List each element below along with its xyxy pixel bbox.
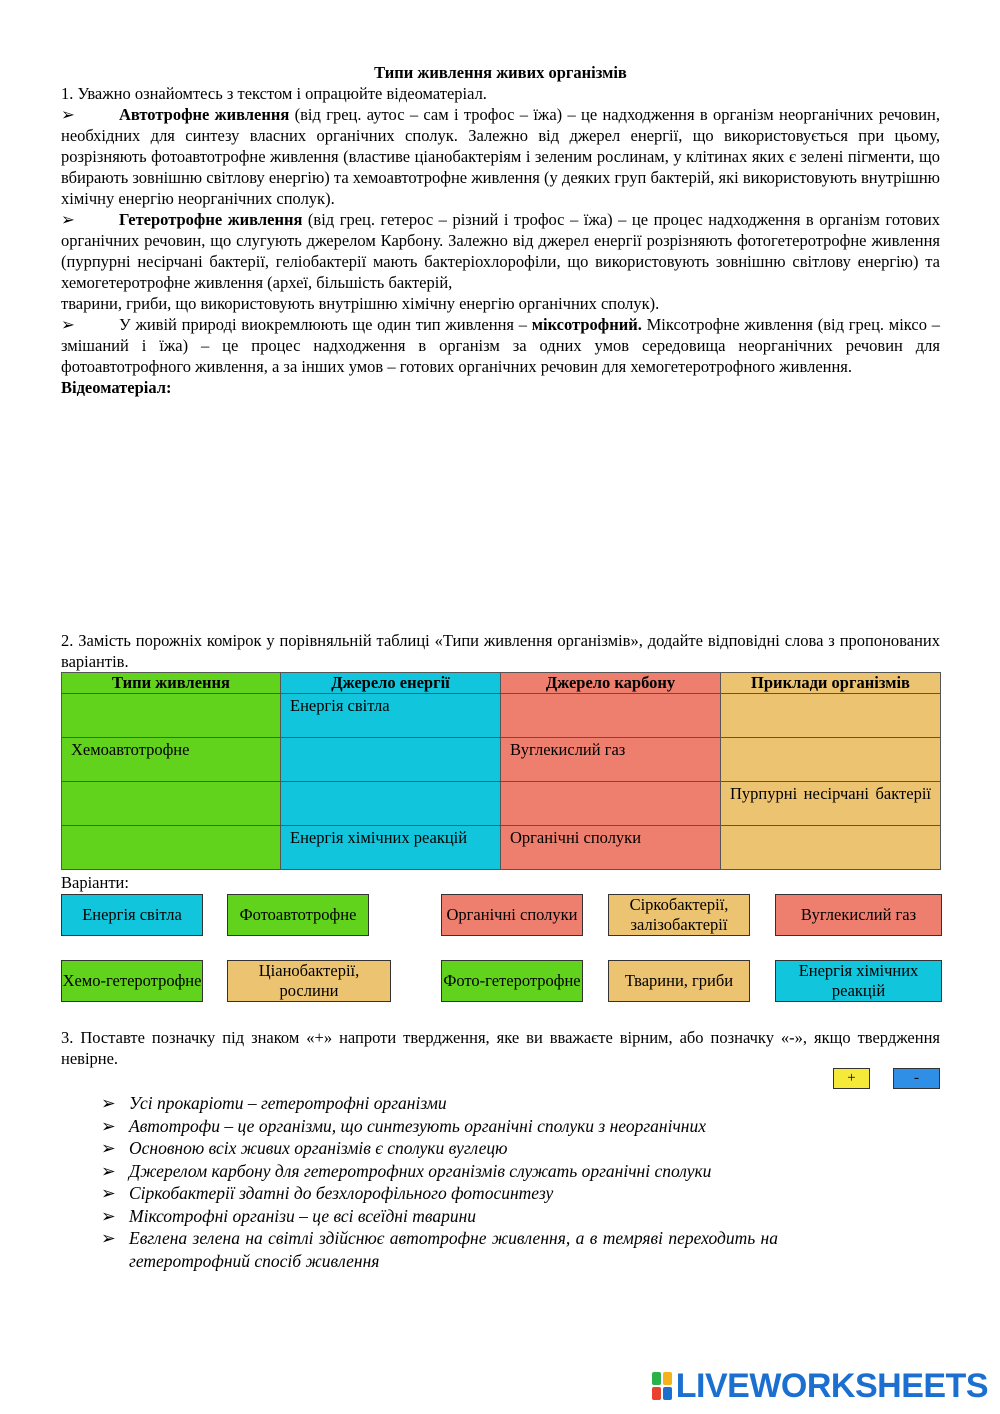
bullet-arrow-icon: ➢ bbox=[61, 210, 75, 229]
table-row bbox=[62, 826, 941, 870]
video-label: Відеоматеріал: bbox=[61, 378, 172, 397]
term-autotrophic: Автотрофне живлення bbox=[119, 105, 290, 124]
paragraph-heterotrophic-end: тварини, гриби, що використовують внутрішню хімічну енергію органічних сполук). bbox=[61, 294, 660, 313]
drop-cell[interactable] bbox=[721, 738, 941, 782]
statement-item: ➢ Автотрофи – це організми, що синтезують органічні сполуки з неорганічних bbox=[101, 1115, 706, 1136]
liveworksheets-logo[interactable] bbox=[652, 1366, 988, 1405]
header-example-organisms: Приклади організмів bbox=[721, 673, 941, 694]
table-header-row bbox=[62, 673, 941, 694]
bullet-arrow-icon: ➢ bbox=[101, 1205, 116, 1226]
table-cell: Вуглекислий газ bbox=[501, 738, 721, 782]
paragraph-mixotrophic bbox=[61, 314, 940, 377]
worksheet-body bbox=[61, 62, 940, 893]
logo-wordmark: LIVEWORKSHEETS bbox=[675, 1366, 988, 1405]
variant-chip[interactable]: Енергія світла bbox=[61, 894, 203, 936]
task-2-instruction: 2. Замість порожніх комірок у порівняльній таблиці «Типи живлення організмів», додайте відповідні слова з пропонованих варіантів. bbox=[61, 631, 940, 671]
table-row bbox=[62, 782, 941, 826]
bullet-arrow-icon: ➢ bbox=[101, 1183, 116, 1203]
variant-chip[interactable]: Енергія хімічних реакцій bbox=[775, 960, 942, 1002]
drop-cell[interactable] bbox=[62, 782, 281, 826]
drop-cell[interactable] bbox=[62, 694, 281, 738]
page-title: Типи живлення живих організмів bbox=[374, 63, 627, 82]
drop-cell[interactable] bbox=[721, 826, 941, 870]
table-cell: Пурпурні несірчані бактерії bbox=[721, 782, 941, 826]
drop-cell[interactable] bbox=[501, 694, 721, 738]
statement-item: ➢ Джерелом карбону для гетеротрофних організмів служать органічні сполуки bbox=[101, 1160, 712, 1181]
variant-chip[interactable]: Вуглекислий газ bbox=[775, 894, 942, 936]
drop-cell[interactable] bbox=[281, 782, 501, 826]
table-cell: Енергія світла bbox=[281, 694, 501, 738]
drop-cell[interactable] bbox=[721, 694, 941, 738]
variant-chip[interactable]: Фотоавтотрофне bbox=[227, 894, 369, 936]
minus-marker: - bbox=[893, 1068, 940, 1089]
nutrition-types-table bbox=[61, 672, 941, 870]
variant-chip[interactable]: Тварини, гриби bbox=[608, 960, 750, 1002]
table-cell: Енергія хімічних реакцій bbox=[281, 826, 501, 870]
video-placeholder[interactable] bbox=[61, 398, 940, 630]
bullet-arrow-icon: ➢ bbox=[101, 1093, 116, 1113]
table-row bbox=[62, 738, 941, 782]
statement-item: ➢ Міксотрофні організи – це всі всеїдні тварини bbox=[101, 1205, 477, 1226]
statement-item: ➢ Усі прокаріоти – гетеротрофні організми bbox=[101, 1093, 447, 1113]
variant-chip[interactable]: Фото-гетеротрофне bbox=[441, 960, 583, 1002]
liveworksheets-logo-icon bbox=[652, 1372, 672, 1400]
paragraph-autotrophic bbox=[61, 104, 940, 209]
bullet-arrow-icon: ➢ bbox=[61, 105, 75, 124]
statements-list bbox=[101, 1092, 778, 1272]
variant-chip[interactable]: Органічні сполуки bbox=[441, 894, 583, 936]
term-mixotrophic: міксотрофний. bbox=[531, 315, 642, 334]
header-energy-source: Джерело енергії bbox=[281, 673, 501, 694]
paragraph-mixotrophic-text: Міксотрофне живлення (від грец. міксо – змішаний і їжа) – це процес надходження в організм за одних умов середовища неорганічних речовин для фотоавтотрофного живлення, а за інших умов – готових органічних речовин для хемогетеротрофного живлення. bbox=[61, 315, 940, 376]
table-cell: Хемоавтотрофне bbox=[62, 738, 281, 782]
statement-item: ➢ Сіркобактерії здатні до безхлорофільного фотосинтезу bbox=[101, 1183, 554, 1203]
variants-label: Варіанти: bbox=[61, 873, 129, 892]
term-heterotrophic: Гетеротрофне живлення bbox=[119, 210, 303, 229]
header-nutrition-type: Типи живлення bbox=[62, 673, 281, 694]
paragraph-mixotrophic-intro: У живій природі виокремлюють ще один тип живлення – bbox=[119, 315, 532, 334]
variant-chip[interactable]: Хемо-гетеротрофне bbox=[61, 960, 203, 1002]
statement-item: ➢ Евглена зелена на світлі здійснює автотрофне живлення, а в темряві переходить на гетеротрофний спосіб живлення bbox=[101, 1228, 778, 1271]
paragraph-heterotrophic-text: (від грец. гетерос – різний і трофос – їжа) – це процес надходження в організм готових органічних речовин, що слугують джерелом Карбону. Залежно від джерел енергії розрізняють фотогетеротрофне живлення (пурпурні несірчані бактерії, геліобактерії мають бактеріохлорофіли, що використовують зовнішню світлову енергію) та хемогетеротрофне живлення (археї, більшість бактерій, bbox=[61, 210, 940, 292]
drop-cell[interactable] bbox=[281, 738, 501, 782]
table-row bbox=[62, 694, 941, 738]
bullet-arrow-icon: ➢ bbox=[101, 1138, 116, 1158]
task-3-instruction: 3. Поставте позначку під знаком «+» напроти твердження, яке ви вважаєте вірним, або позначку «-», якщо твердження невірне. bbox=[61, 1028, 940, 1068]
task-1-instruction: 1. Уважно ознайомтесь з текстом і опрацюйте відеоматеріал. bbox=[61, 84, 487, 103]
bullet-arrow-icon: ➢ bbox=[101, 1160, 116, 1181]
drop-cell[interactable] bbox=[62, 826, 281, 870]
plus-marker: + bbox=[833, 1068, 870, 1089]
variant-chip[interactable]: Ціанобактерії, рослини bbox=[227, 960, 391, 1002]
table-cell: Органічні сполуки bbox=[501, 826, 721, 870]
statement-item: ➢ Основною всіх живих організмів є сполуки вуглецю bbox=[101, 1138, 508, 1158]
header-carbon-source: Джерело карбону bbox=[501, 673, 721, 694]
bullet-arrow-icon: ➢ bbox=[101, 1115, 116, 1136]
variant-chip[interactable]: Сіркобактерії, залізобактерії bbox=[608, 894, 750, 936]
bullet-arrow-icon: ➢ bbox=[61, 315, 75, 334]
bullet-arrow-icon: ➢ bbox=[101, 1228, 116, 1248]
drop-cell[interactable] bbox=[501, 782, 721, 826]
paragraph-heterotrophic bbox=[61, 209, 940, 293]
paragraph-autotrophic-text: (від грец. аутос – сам і трофос – їжа) – це надходження в організм неорганічних речовин, необхідних для синтезу власних органічних сполук. Залежно від джерел енергії, що використовується при цьому, розрізняють фотоавтотрофне живлення (властиве ціанобактеріям і зеленим рослинам, у клітинах яких є зелені пігменти, що вбирають зовнішню світлову енергію) та хемоавтотрофне живлення (у деяких груп бактерій, які використовують внутрішню хімічну енергію неорганічних сполук). bbox=[61, 105, 940, 208]
